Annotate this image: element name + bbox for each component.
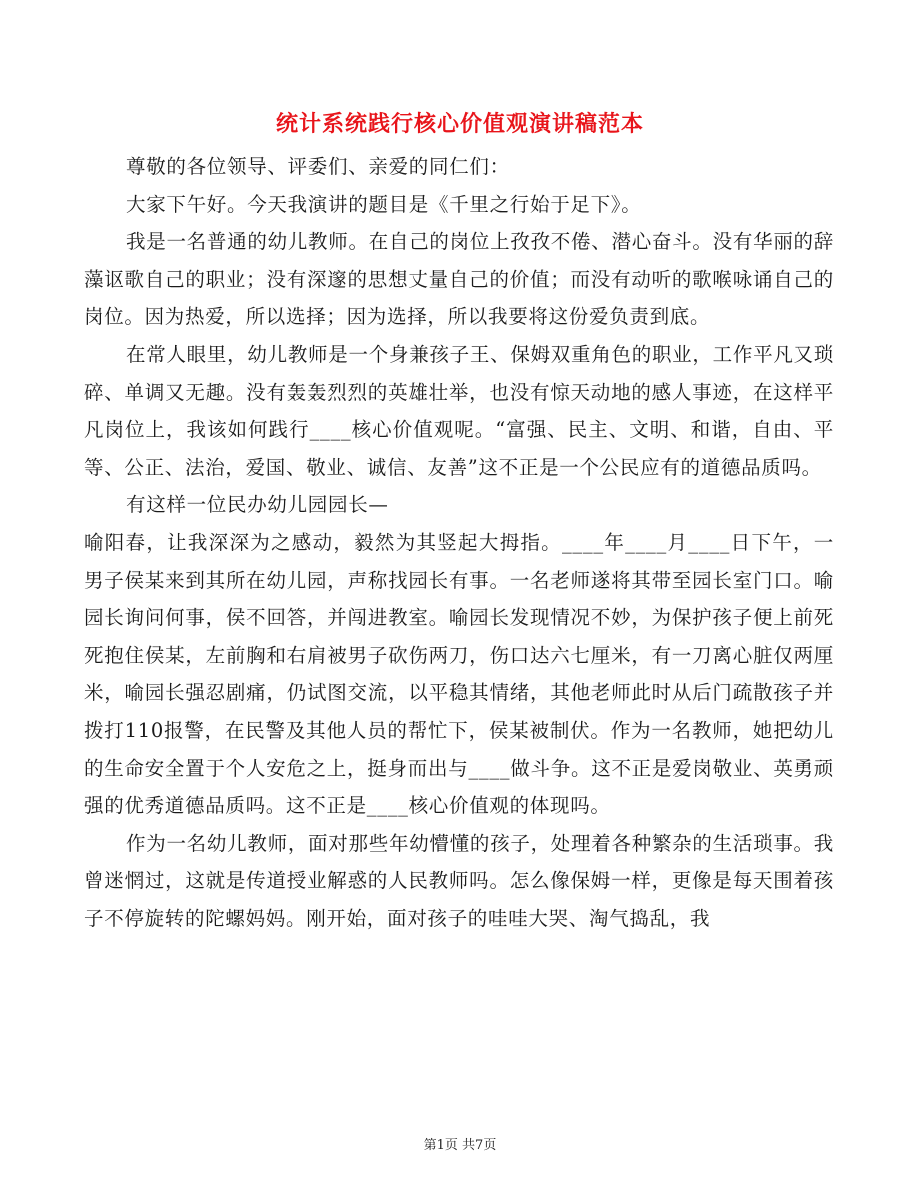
body-paragraph-3: 有这样一位民办幼儿园园长— <box>126 493 389 517</box>
body-paragraph-4: 喻阳春，让我深深为之感动，毅然为其竖起大拇指。____年____月____日下午，一男子侯某来到其所在幼儿园，声称找园长有事。一名老师遂将其带至园长室门口。喻园长询问何事，侯不回答，并闯进教室。喻园长发现情况不妙，为保护孩子便上前死死抱住侯某，左前胸和右肩被男子砍伤两刀，伤口达六七厘米，有一刀离心脏仅两厘米，喻园长强忍剧痛，仍试图交流，以平稳其情绪，其他老师此时从后门疏散孩子并拨打110报警，在民警及其他人员的帮忙下，侯某被制伏。作为一名教师，她把幼儿的生命安全置于个人安危之上，挺身而出与____做斗争。这不正是爱岗敬业、英勇顽强的优秀道德品质吗。这不正是____核心价值观的体现吗。 <box>84 530 834 818</box>
salutation-paragraph: 尊敬的各位领导、评委们、亲爱的同仁们： <box>126 155 510 178</box>
document-body <box>84 148 834 937</box>
document-title: 统计系统践行核心价值观演讲稿范本 <box>275 111 644 137</box>
greeting-paragraph: 大家下午好。今天我演讲的题目是《千里之行始于足下》。 <box>126 192 642 216</box>
page-number: 第1页 共7页 <box>423 1138 497 1153</box>
body-paragraph-2: 在常人眼里，幼儿教师是一个身兼孩子王、保姆双重角色的职业，工作平凡又琐碎、单调又无趣。没有轰轰烈烈的英雄壮举，也没有惊天动地的感人事迹，在这样平凡岗位上，我该如何践行____核心价值观呢。“富强、民主、文明、和谐，自由、平等、公正、法治，爱国、敬业、诚信、友善”这不正是一个公民应有的道德品质吗。 <box>84 342 834 479</box>
body-paragraph-5: 作为一名幼儿教师，面对那些年幼懵懂的孩子，处理着各种繁杂的生活琐事。我曾迷惘过，这就是传道授业解惑的人民教师吗。怎么像保姆一样，更像是每天围着孩子不停旋转的陀螺妈妈。刚开始，面对孩子的哇哇大哭、淘气捣乱，我 <box>84 831 834 930</box>
body-paragraph-1: 我是一名普通的幼儿教师。在自己的岗位上孜孜不倦、潜心奋斗。没有华丽的辞藻讴歌自己的职业；没有深邃的思想丈量自己的价值；而没有动听的歌喉咏诵自己的岗位。因为热爱，所以选择；因为选择，所以我要将这份爱负责到底。 <box>84 230 834 329</box>
